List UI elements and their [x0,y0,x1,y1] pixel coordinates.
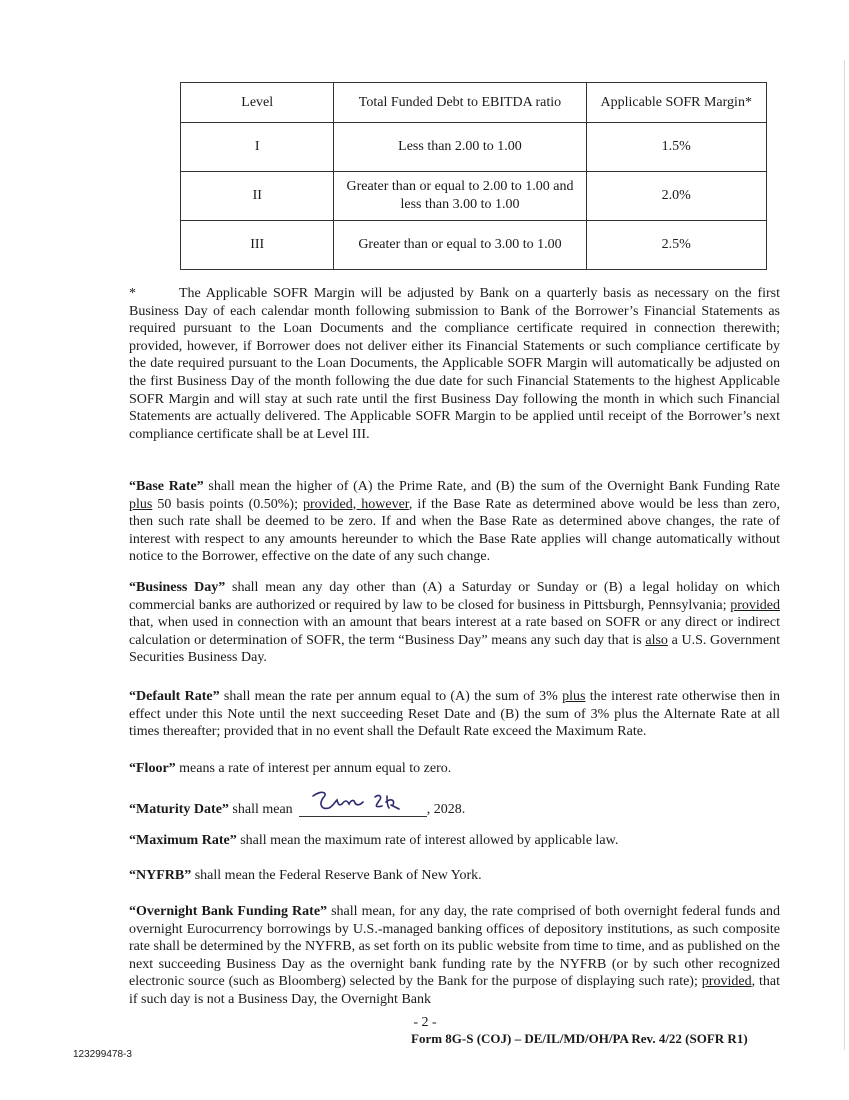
term-label: “Overnight Bank Funding Rate” [129,904,328,919]
term-label: “Default Rate” [129,689,220,704]
footnote-paragraph [129,285,780,443]
underlined-text: also [645,632,668,648]
definition-nyfrb [129,867,780,885]
underlined-text: plus [562,689,586,704]
definition-text: means a rate of interest per annum equal to zero. [175,761,452,776]
underlined-text: provided, however [303,496,409,512]
table-header-ratio: Total Funded Debt to EBITDA ratio [334,83,586,123]
term-label: “Maximum Rate” [129,833,237,848]
term-label: “Base Rate” [129,479,204,494]
definition-floor [129,760,780,778]
form-identifier: Form 8G-S (COJ) – DE/IL/MD/OH/PA Rev. 4/22 (SOFR R1) [411,1031,748,1046]
definition-text: shall mean the maximum rate of interest allowed by applicable law. [236,833,619,848]
definition-maturity-date [129,794,780,819]
definition-text: , that if such day is not a Business Day, the Overnight Bank [129,974,780,1007]
underlined-text: provided [730,597,780,613]
table-cell: 2.5% [586,221,766,270]
table-cell: Greater than or equal to 2.00 to 1.00 and less than 3.00 to 1.00 [334,172,586,221]
table-row [181,123,767,172]
definition-overnight-bank-funding-rate [129,903,780,1009]
definition-text: the interest rate otherwise then in effect under this Note until the next succeeding Reset Date and (B) the sum of 3% plus the Alternate Rate at all times thereafter; provided that in no event shall the Default Rate exceed the Maximum Rate. [129,689,781,740]
definition-text: shall mean [228,802,293,817]
definition-text: , 2028. [426,802,466,817]
table-cell: Greater than or equal to 3.00 to 1.00 [334,221,586,270]
definition-maximum-rate [129,832,780,850]
term-label: “Business Day” [129,580,226,595]
definition-text: , if the Base Rate as determined above would be less than zero, then such rate shall be deemed to be zero. If and when the Base Rate as determined above changes, the rate of interest with respect to any amounts hereunder to which the Base Rate applies will change automatically without notice to the Borrower, effective on the date of any such change. [129,496,781,565]
definition-text: shall mean any day other than (A) a Saturday or Sunday or (B) a legal holiday on which commercial banks are authorized or required by law to be closed for business in Pittsburgh, Pennsylvania; [129,580,780,613]
table-cell: I [181,123,334,172]
underlined-text: provided [701,974,752,990]
footnote-marker: * [129,286,136,301]
table-cell: 2.0% [586,172,766,221]
footnote-text: The Applicable SOFR Margin will be adjusted by Bank on a quarterly basis as necessary on the first Business Day of each calendar month following submission to Bank of the Borrower’s Financial Statements as required pursuant to the Loan Documents and the compliance certificate required in connection therewith; provided, however, if Borrower does not deliver either its Financial Statements or such compliance certificate by the date required pursuant to the Loan Documents, the Applicable SOFR Margin will automatically be adjusted on the first Business Day of the month following the due date for such Financial Statements to the highest Applicable SOFR Margin and will stay at such rate until the first Business Day following the month in which such Financial Statements are actually delivered. The Applicable SOFR Margin to be applied until receipt of the Borrower’s next compliance certificate shall be at Level III. [129,286,780,442]
definition-text: 50 basis points (0.50%); [152,496,303,512]
table-cell: 1.5% [586,123,766,172]
definition-default-rate [129,688,780,741]
table-cell: III [181,221,334,270]
table-cell: II [181,172,334,221]
definition-business-day [129,579,780,667]
underlined-text: plus [129,496,153,512]
table-row [181,172,767,221]
definition-text: a U.S. Government Securities Business Day. [129,632,781,666]
term-label: “NYFRB” [129,868,192,883]
definition-text: shall mean the Federal Reserve Bank of New York. [191,868,482,883]
handwritten-date-field [299,794,427,817]
definition-text: shall mean the higher of (A) the Prime Rate, and (B) the sum of the Overnight Bank Funding Rate [203,479,780,494]
document-id: 123299478-3 [73,1049,132,1060]
table-cell: Less than 2.00 to 1.00 [334,123,586,172]
definition-base-rate [129,478,780,566]
table-header-margin: Applicable SOFR Margin* [586,83,766,123]
definition-text: shall mean, for any day, the rate comprised of both overnight federal funds and overnight Eurocurrency borrowings by U.S.-managed banking offices of depository institutions, as such composite rate shall be determined by the NYFRB, as set forth on its public website from time to time, and as published on the next succeeding Business Day as the overnight bank funding rate by the NYFRB (or by such other recognized electronic source (such as Bloomberg) selected by the Bank for the purpose of displaying such rate); [129,904,780,990]
definition-text: that, when used in connection with an amount that bears interest at a rate based on SOFR or any direct or indirect calculation or determination of SOFR, the term “Business Day” means any such day that is [129,615,780,648]
term-label: “Maturity Date” [129,802,229,817]
table-header-level: Level [181,83,334,123]
handwritten-date-signature [307,788,407,816]
definition-text: shall mean the rate per annum equal to (A) the sum of 3% [219,689,563,704]
scan-edge-divider [844,60,845,1050]
term-label: “Floor” [129,761,176,776]
page-number: - 2 - [413,1015,437,1030]
table-row [181,221,767,270]
sofr-margin-table [180,82,767,270]
table-header-row [181,83,767,123]
